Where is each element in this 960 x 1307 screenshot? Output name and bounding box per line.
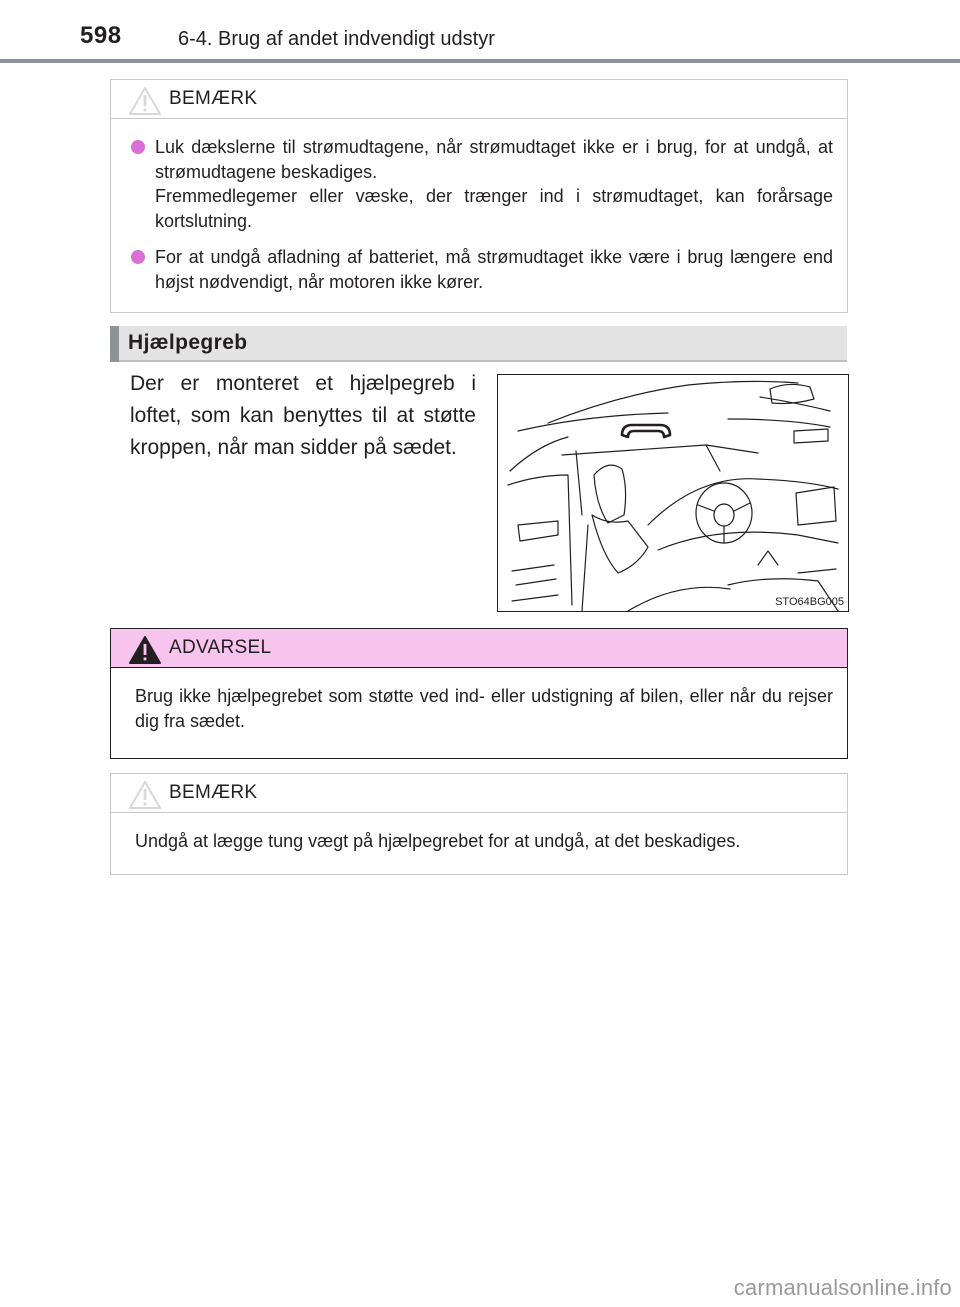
notice-header — [111, 80, 847, 119]
section-body: Der er monteret et hjælpegreb i loftet, som kan benyttes til at støtte kroppen, når man sidder på sædet. — [130, 372, 476, 459]
page-header — [0, 0, 960, 62]
notice-text: Undgå at lægge tung vægt på hjælpegrebet for at undgå, at det beskadiges. — [135, 831, 741, 851]
notice-title: BEMÆRK — [169, 88, 258, 109]
notice-header — [111, 774, 847, 813]
warning-header — [111, 629, 847, 668]
list-item — [129, 135, 833, 233]
warning-title: ADVARSEL — [169, 637, 272, 658]
list-item — [129, 245, 833, 294]
header-rule — [0, 59, 960, 63]
section-heading — [110, 326, 847, 362]
assist-grip-figure — [497, 374, 849, 612]
bullet-text: Fremmedlegemer eller væske, der trænger ind i strømudtaget, kan forårsage kortslutning. — [155, 186, 833, 231]
warning-box — [110, 628, 848, 759]
page-number: 598 — [80, 22, 122, 49]
notice-box-bottom — [110, 773, 848, 875]
figure-code: STO64BG005 — [775, 596, 844, 608]
section-title: 6-4. Brug af andet indvendigt udstyr — [178, 28, 495, 50]
notice-title: BEMÆRK — [169, 782, 258, 803]
notice-box-top — [110, 79, 848, 313]
bullet-text: For at undgå afladning af batteriet, må strømudtaget ikke være i brug længere end højst nødvendigt, når motoren ikke kører. — [155, 247, 833, 292]
heading-bar — [110, 326, 119, 362]
car-interior-illustration — [498, 375, 848, 611]
bullet-text: Luk dækslerne til strømudtagene, når strømudtaget ikke er i brug, for at undgå, at strømudtagene beskadiges. — [155, 137, 833, 182]
bullet-dot-icon — [131, 250, 145, 264]
section-heading-text: Hjælpegreb — [128, 331, 248, 354]
warning-triangle-outline-icon — [128, 780, 162, 810]
watermark: carmanualsonline.info — [733, 1275, 952, 1300]
warning-triangle-filled-icon — [128, 635, 162, 665]
warning-text: Brug ikke hjælpegrebet som støtte ved ind- eller udstigning af bilen, eller når du rejser dig fra sædet. — [135, 686, 833, 731]
notice-bullet-list — [111, 119, 847, 308]
warning-triangle-outline-icon — [128, 86, 162, 116]
bullet-dot-icon — [131, 140, 145, 154]
